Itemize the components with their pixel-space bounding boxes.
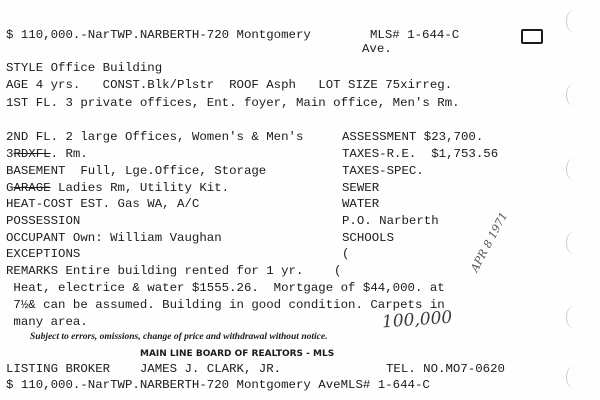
bottom-repeat-line: $ 110,000.-NarTWP.NARBERTH-720 Montgomery AveMLS# 1-644-C <box>6 378 430 392</box>
water-field: WATER <box>342 197 380 211</box>
taxes-re-field: TAXES-R.E. $1,753.56 <box>342 147 499 161</box>
garage-suffix: Ladies Rm, Utility Kit. <box>50 181 230 195</box>
handwritten-price: 100,000 <box>381 307 453 333</box>
binder-ring-mark <box>566 366 581 388</box>
paren-mark-2: ( <box>334 264 342 278</box>
garage-struck-text: ARAGE <box>13 181 51 195</box>
binder-ring-mark <box>566 10 581 32</box>
binder-ring-mark <box>566 84 581 106</box>
schools-field: SCHOOLS <box>342 231 395 245</box>
remarks-line-3: 7½& can be assumed. Building in good condition. Carpets in <box>6 298 445 312</box>
style-line: STYLE Office Building <box>6 61 163 75</box>
checkbox-icon <box>521 29 543 44</box>
binder-ring-mark <box>566 232 581 254</box>
listing-broker-line: LISTING BROKER JAMES J. CLARK, JR. <box>6 362 282 376</box>
binder-ring-mark <box>566 158 581 180</box>
third-suffix: . Rm. <box>50 147 88 161</box>
garage-prefix: G <box>6 181 14 195</box>
second-floor-line: 2ND FL. 2 large Offices, Women's & Men's <box>6 130 304 144</box>
garage-line <box>6 181 229 195</box>
third-struck-text: RDXFL <box>13 147 51 161</box>
third-prefix: 3 <box>6 147 14 161</box>
age-line: AGE 4 yrs. CONST.Blk/Plstr ROOF Asph LOT SIZE 75xirreg. <box>6 78 453 92</box>
assessment-field: ASSESSMENT $23,700. <box>342 130 484 144</box>
exceptions-line: EXCEPTIONS <box>6 247 81 261</box>
date-stamp: APR 8 1971 <box>468 210 511 275</box>
disclaimer-text: Subject to errors, omissions, change of price and withdrawal without notice. <box>30 332 328 342</box>
sewer-field: SEWER <box>342 181 380 195</box>
header-mls-number: MLS# 1-644-C <box>370 28 460 42</box>
header-address-cont: Ave. <box>362 42 392 56</box>
remarks-line: REMARKS Entire building rented for 1 yr. <box>6 264 304 278</box>
board-title: MAIN LINE BOARD OF REALTORS - MLS <box>140 349 335 359</box>
first-floor-line: 1ST FL. 3 private offices, Ent. foyer, Main office, Men's Rm. <box>6 96 460 110</box>
basement-line: BASEMENT Full, Lge.Office, Storage <box>6 164 267 178</box>
heat-cost-line: HEAT-COST EST. Gas WA, A/C <box>6 197 200 211</box>
paren-mark-1: ( <box>342 247 350 261</box>
taxes-spec-field: TAXES-SPEC. <box>342 164 424 178</box>
telephone-number: TEL. NO.MO7-0620 <box>386 362 505 376</box>
remarks-line-4: many area. <box>6 315 88 329</box>
possession-line: POSSESSION <box>6 214 81 228</box>
occupant-line: OCCUPANT Own: William Vaughan <box>6 231 222 245</box>
header-price-address: $ 110,000.-NarTWP.NARBERTH-720 Montgomery <box>6 28 311 42</box>
po-field: P.O. Narberth <box>342 214 439 228</box>
remarks-line-2: Heat, electrice & water $1555.26. Mortgage of $44,000. at <box>6 281 445 295</box>
binder-ring-mark <box>566 306 581 328</box>
third-floor-line <box>6 147 88 161</box>
